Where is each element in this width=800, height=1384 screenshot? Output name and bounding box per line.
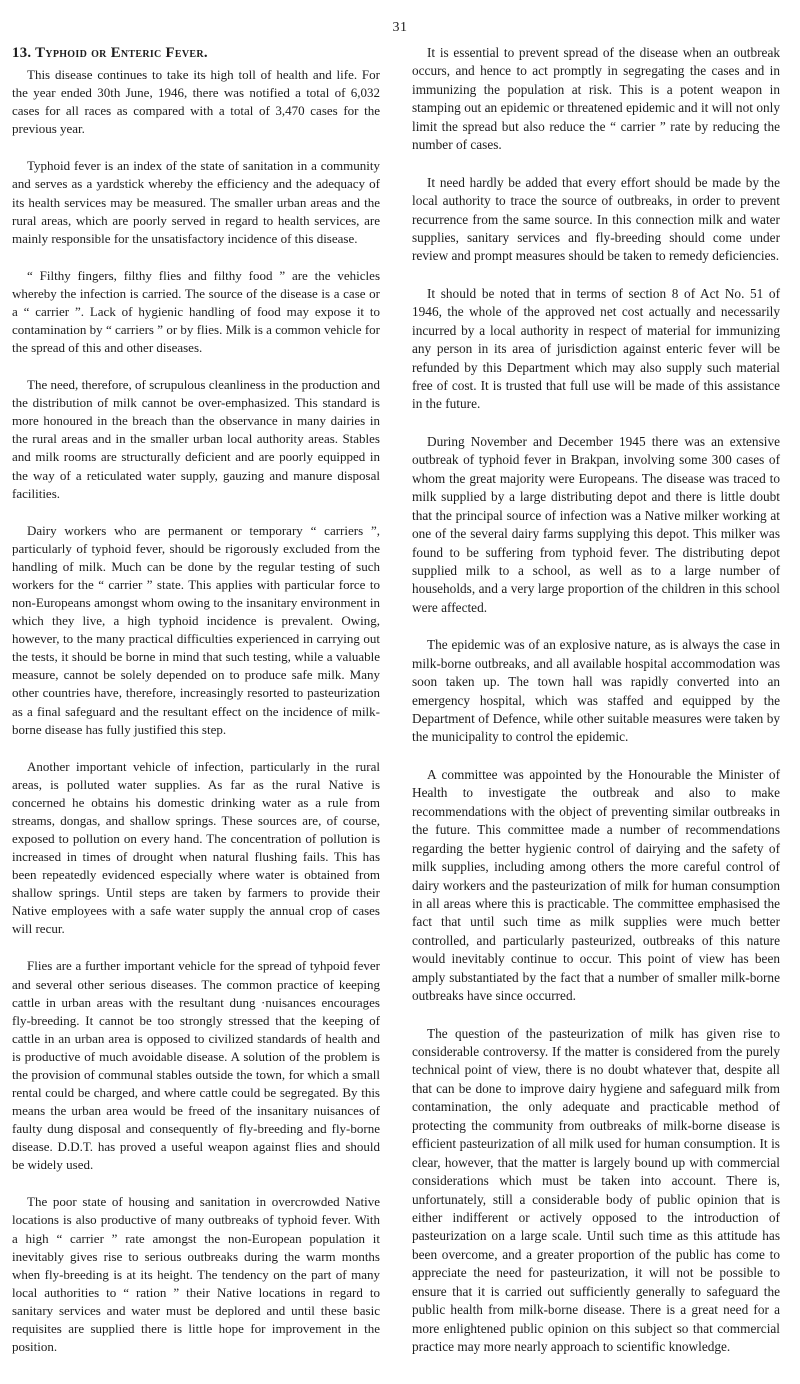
paragraph: It need hardly be added that every effort should be made by the local authority to trace the source of outbreaks, in order to prevent recurrence from the same source. In this connection milk and water supplies, sanitary services and fly-breeding should come under review and prompt measures should be taken to remedy deficiencies. [412, 174, 780, 264]
paragraph: “ Filthy fingers, filthy flies and filthy food ” are the vehicles whereby the infection is carried. The source of the disease is a case or a “ carrier ”. Lack of hygienic handling of food may expose it to contamination by “ carriers ” or by flies. Milk is a common vehicle for the spread of this and other diseases. [12, 267, 380, 356]
paragraph: It is essential to prevent spread of the disease when an outbreak occurs, and hence to act promptly in segregating the cases and in immunizing the population at risk. This is a potent weapon in stamping out an epidemic or threatened epidemic and it will not only limit the spread but also reduce the “ carrier ” rate by reducing the number of cases. [412, 45, 780, 153]
paragraph: The question of the pasteurization of milk has given rise to considerable controversy. If the matter is considered from the purely technical point of view, there is no doubt whatever that, despite all that can be done to improve dairy hygiene and safeguard milk from contamination, the only adequate and practicable method of protecting the community from outbreaks of milk-borne disease is efficient pasteurization of all milk used for human consumption. It is clear, however, that the matter is largely bound up with commercial considerations which must be taken into account. There is, unfortunately, still a considerable body of public opinion that is either indifferent or actively opposed to the introduction of pasteurization on a large scale. Until such time as this attitude has been overcome, and a greater proportion of the public has come to appreciate the need for pasteurization, it will not be possible to ensure that it is carried out sufficiently generally to safeguard the public health from milk-borne disease. There is a great need for a more enlightened public opinion on this subject so that commercial practice may more nearly approach to scientific knowledge. [412, 1025, 780, 1354]
paragraph: A committee was appointed by the Honourable the Minister of Health to investigate the outbreak and also to make recommendations with the object of preventing similar outbreaks in the future. This committee made a number of recommendations regarding the better hygienic control of dairying and the safety of milk supplies, including among others the more careful control of dairy workers and the pasteurization of milk for human consumption in all areas where this is practicable. The committee emphasised the fact that until such time as milk supplies were much better controlled, and particularly pasteurized, outbreaks of this nature would inevitably continue to occur. This point of view has been amply substantiated by the fact that a number of smaller milk-borne outbreaks have since occurred. [412, 766, 780, 1004]
paragraph: The poor state of housing and sanitation in overcrowded Native locations is also productive of many outbreaks of typhoid fever. With a high “ carrier ” rate amongst the non-European population it inevitably gives rise to serious outbreaks during the warm months when fly-breeding is at its height. The tendency on the part of many local authorities to “ ration ” their Native locations in regard to sanitary services and water must be deplored and until these basic requisites are supplied there is little hope for improvement in the position. [12, 1194, 380, 1354]
paragraph: Dairy workers who are permanent or temporary “ carriers ”, particularly of typhoid fever, should be rigorously excluded from the handling of milk. Much can be done by the regular testing of such workers for the “ carrier ” state. This applies with particular force to non-Europeans amongst whom owing to the insanitary environment in which they live, a high typhoid incidence is prevalent. Owing, however, to the many practical difficulties experienced in carrying out the tests, it should be borne in mind that such testing, while a valuable measure, cannot be solely depended on to produce safe milk. Many other countries have, therefore, increasingly resorted to pasteurization as a final safeguard and the resultant effect on the incidence of milk-borne disease has fully justified this step. [12, 522, 380, 737]
paragraph: The need, therefore, of scrupulous cleanliness in the production and the distribution of milk cannot be over-emphasized. This standard is more honoured in the breach than the observance in many dairies in the rural areas and in the smaller urban local authority areas. Stables and milk rooms are structurally deficient and are poorly equipped in the way of a reticulated water supply, gauzing and manure disposal facilities. [12, 377, 380, 501]
paragraph: Flies are a further important vehicle for the spread of tyhpoid fever and several other serious diseases. The common practice of keeping cattle in urban areas with the resultant dung ·nuisances encourages fly-breeding. It cannot be too strongly stressed that the keeping of cattle in an urban area is opposed to civilized standards of health and is productive of much avoidable disease. A solution of the problem is the provision of communal stables outside the town, for which a small rental could be charged, and where cattle could be segregated. By this means the urban area would be freed of the insanitary nuisances of faulty dung disposal and consequently of fly-breeding and fly-borne disease. D.D.T. has proved a useful weapon against flies and should be widely used. [12, 958, 380, 1173]
paragraph: It should be noted that in terms of section 8 of Act No. 51 of 1946, the whole of the approved net cost actually and necessarily incurred by a local authority in respect of material for immunizing any person in its area of jurisdiction against enteric fever will be refunded by this Department which may also supply such material free of cost. It is trusted that full use will be made of this assistance in the future. [412, 285, 780, 412]
paragraph: The epidemic was of an explosive nature, as is always the case in milk-borne outbreaks, and all available hospital accommodation was soon taken up. The town hall was rapidly converted into an emergency hospital, which was staffed and equipped by the Department of Defence, while other suitable measures were taken by the municipality to control the epidemic. [412, 637, 780, 745]
right-column [412, 44, 780, 1375]
paragraph: This disease continues to take its high toll of health and life. For the year ended 30th June, 1946, there was notified a total of 6,032 cases for all races as compared with a total of 3,470 cases for the previous year. [12, 67, 380, 137]
paragraph: Another important vehicle of infection, particularly in the rural areas, is polluted water supplies. As far as the rural Native is concerned he obtains his domestic drinking water as a rule from streams, dongas, and shallow springs. These sources are, of course, exposed to pollution on every hand. The concentration of pollution is increased in times of drought when natural flushing fails. This has been repeatedly evidenced especially where water is obtained from shallow springs. Until steps are taken by farmers to provide their Native employees with a safe water supply the annual crop of cases will recur. [12, 758, 380, 937]
section-heading: 13. Typhoid or Enteric Fever. [12, 45, 208, 61]
paragraph: Typhoid fever is an index of the state of sanitation in a community and serves as a yardstick whereby the efficiency and the adequacy of its health services may be measured. The smaller urban areas and the rural areas, which are poorly served in regard to health services, are mainly responsible for the unsatisfactory incidence of this disease. [12, 158, 380, 246]
left-column [12, 44, 380, 1375]
page-number: 31 [392, 20, 408, 35]
paragraph: During November and December 1945 there was an extensive outbreak of typhoid fever in Brakpan, involving some 300 cases of whom the great majority were Europeans. The disease was traced to milk supplied by a large distributing depot and there is little doubt that the principal source of infection was a Native milker working at one of the several dairy farms supplying this depot. This milker was found to be suffering from typhoid fever. The distributing depot supplied milk to a school, as well as to a large number of households, and a very large proportion of the children in this school were affected. [412, 433, 780, 615]
